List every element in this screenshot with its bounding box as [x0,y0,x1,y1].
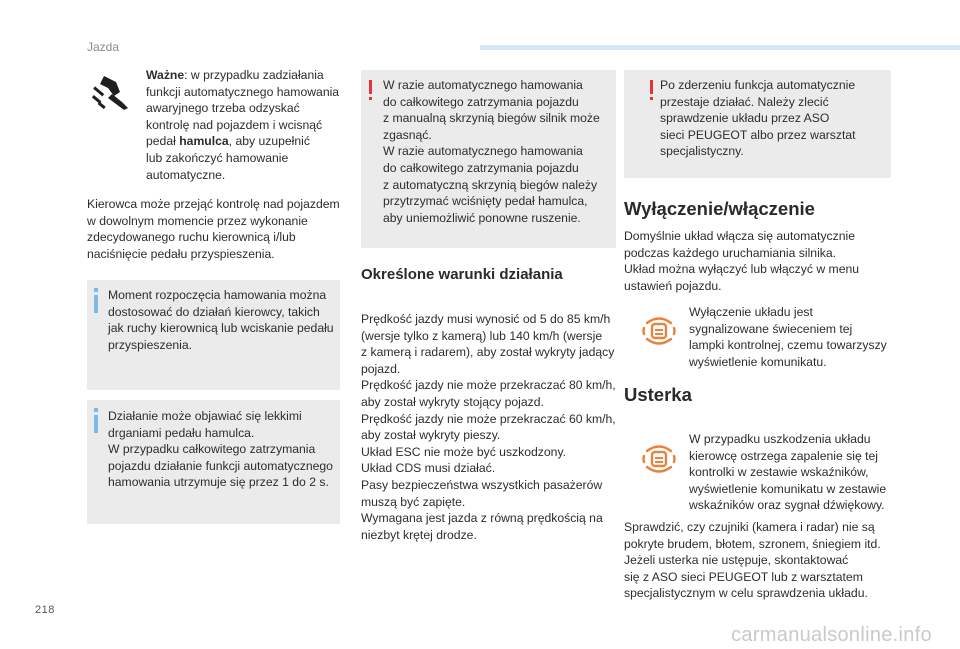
heading-fault: Usterka [624,384,692,405]
info-box-braking-adjust: Moment rozpoczęcia hamowania można dostosować do działań kierowcy, takich jak ruchy kierownicą lub wciskanie pedału przyspieszenia. [87,280,340,390]
info-box-pedal-vibration: Działanie może objawiać się lekkimi drganiami pedału hamulca. W przypadku całkowitego zatrzymania pojazdu działanie funkcji automatycznego hamowania utrzymuje się przez 1 do 2 s. [87,400,340,524]
heading-toggle: Wyłączenie/włączenie [624,198,815,219]
page-number: 218 [35,604,55,616]
fault-lamp-note: W przypadku uszkodzenia układu kierowcę ostrzega zapalenie się tej kontrolki w zestawie wskaźników, wyświetlenie komunikatu w zestawie wskaźników oraz sygnał dźwiękowy. [689,432,887,513]
watermark: carmanualsonline.info [731,624,932,646]
info-icon [94,415,98,433]
brake-emphasis: hamulca [179,134,229,149]
important-label: Ważne [146,68,185,82]
heading-operating-conditions: Określone warunki działania [361,266,563,283]
driver-override-paragraph: Kierowca może przejąć kontrolę nad pojazdem w dowolnym momencie przez wykonanie zdecydowanego ruchu kierownicą i/lub naciśnięcie pedału przyspieszenia. [87,197,340,261]
foot-on-pedal-icon [90,72,132,112]
collision-warning-lamp-icon [641,313,677,349]
warning-box-after-collision: Po zderzeniu funkcja automatycznie przestaje działać. Należy zlecić sprawdzenie układu przez ASO sieci PEUGEOT albo przez warsztat specjalistyczny. [624,70,891,178]
toggle-lamp-note: Wyłączenie układu jest sygnalizowane świeceniem tej lampki kontrolnej, czemu towarzyszy wyświetlenie komunikatu. [689,305,887,369]
section-title: Jazda [87,40,120,54]
operating-conditions-text: Prędkość jazdy musi wynosić od 5 do 85 km/h (wersje tylko z kamerą) lub 140 km/h (wersje z kamerą i radarem), aby został wykryty jadący pojazd. Prędkość jazdy nie może przekraczać 80 km/h, aby został wykryty stojący pojazd. Prędkość jazdy nie może przekraczać 60 km/h, aby został wykryty pieszy. Układ ESC nie może być uszkodzony. Układ CDS musi działać. Pasy bezpieczeństwa wszystkich pasażerów muszą być zapięte. Wymagana jest jazda z równą prędkością na niezbyt krętej drodze. [361,312,616,542]
header-accent-bar [480,45,960,50]
warning-box-full-stop: W razie automatycznego hamowania do całkowitego zatrzymania pojazdu z manualną skrzynią biegów silnik może zgasnąć. W razie automatycznego hamowania do całkowitego zatrzymania pojazdu z automatyczną skrzynią biegów należy przytrzymać wciśnięty pedał hamulca, aby uniemożliwić ponowne ruszenie. [361,70,616,248]
collision-warning-lamp-icon [641,441,677,477]
fault-text: Sprawdzić, czy czujniki (kamera i radar) nie są pokryte brudem, błotem, szronem, śniegiem itd. Jeżeli usterka nie ustępuje, skontaktować się z ASO sieci PEUGEOT lub z warsztatem specjalistycznym w celu sprawdzenia układu. [624,520,881,601]
important-note: Ważne: w przypadku zadziałania funkcji automatycznego hamowania awaryjnego trzeba odzyskać kontrolę nad pojazdem i wcisnąć pedał hamulca, aby uzupełnić lub zakończyć hamowanie automatyczne. [146,68,340,182]
warning-icon [369,80,372,94]
warning-icon [650,80,653,94]
toggle-text: Domyślnie układ włącza się automatycznie podczas każdego uruchamiania silnika. Układ można wyłączyć lub włączyć w menu ustawień pojazdu. [624,229,860,293]
info-icon [94,295,98,313]
